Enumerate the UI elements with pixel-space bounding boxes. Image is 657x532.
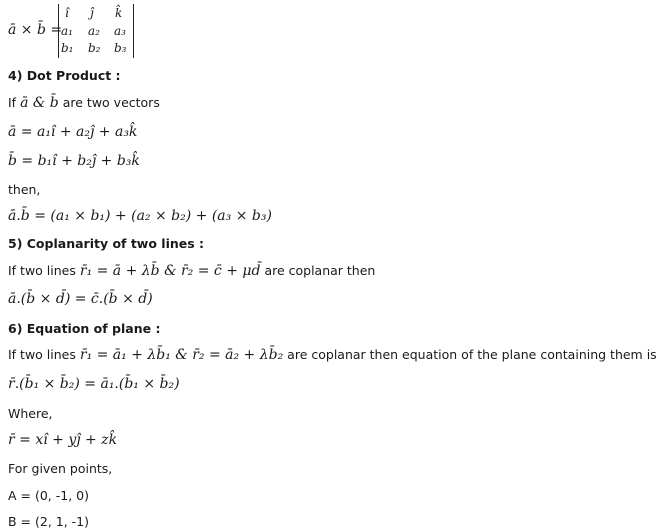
dot-intro-rest: are two vectors	[62, 95, 160, 110]
point-a: A = (0, -1, 0)	[8, 488, 89, 503]
det-cell: b₂	[88, 41, 101, 55]
dot-intro	[8, 95, 160, 111]
det-cell: a₃	[114, 24, 126, 38]
equation-b-vector: b̄ = b₁î + b₂ĵ + b₃k̂	[8, 153, 140, 169]
dot-intro-if: If	[8, 95, 17, 110]
coplanarity-intro-b: are coplanar then	[264, 263, 376, 278]
det-cell: b₁	[61, 41, 74, 55]
det-cell: a₂	[88, 24, 100, 38]
section-heading-dot-product: 4) Dot Product :	[8, 68, 121, 83]
coplanarity-intro-a: If two lines	[8, 263, 76, 278]
equation-dot-product: ā.b̄ = (a₁ × b₁) + (a₂ × b₂) + (a₃ × b₃)	[8, 208, 272, 224]
section-heading-plane: 6) Equation of plane :	[8, 321, 161, 336]
det-cell: b₃	[114, 41, 127, 55]
where-text: Where,	[8, 406, 53, 421]
det-cell: a₁	[61, 24, 73, 38]
plane-intro-a: If two lines	[8, 347, 76, 362]
plane-equation: r̄.(b̄₁ × b̄₂) = ā₁.(b̄₁ × b̄₂)	[8, 376, 180, 392]
det-cell: ĵ	[90, 6, 94, 20]
det-cell: k̂	[115, 6, 123, 20]
then-text: then,	[8, 182, 41, 197]
point-b: B = (2, 1, -1)	[8, 514, 90, 529]
equation-a-vector: ā = a₁î + a₂ĵ + a₃k̂	[8, 124, 138, 140]
coplanarity-condition: ā.(b̄ × d̄) = c̄.(b̄ × d̄)	[8, 291, 153, 307]
position-vector-definition: r̄ = xî + yĵ + zk̂	[8, 432, 118, 448]
coplanarity-intro	[8, 263, 375, 279]
det-cell: î	[65, 6, 69, 20]
section-heading-coplanarity: 5) Coplanarity of two lines :	[8, 236, 205, 251]
dot-intro-vectors: ā & b̄	[20, 95, 59, 111]
coplanarity-lines-equation: r̄₁ = ā + λb̄ & r̄₂ = c̄ + μd̄	[79, 263, 261, 279]
cross-product-determinant	[58, 4, 134, 58]
plane-lines-equation: r̄₁ = ā₁ + λb̄₁ & r̄₂ = ā₂ + λb̄₂	[79, 347, 284, 363]
plane-intro	[8, 347, 657, 363]
given-points-text: For given points,	[8, 461, 113, 476]
plane-intro-b: are coplanar then equation of the plane containing them is	[287, 347, 657, 362]
cross-product-lhs: ā × b̄ =	[8, 22, 63, 38]
